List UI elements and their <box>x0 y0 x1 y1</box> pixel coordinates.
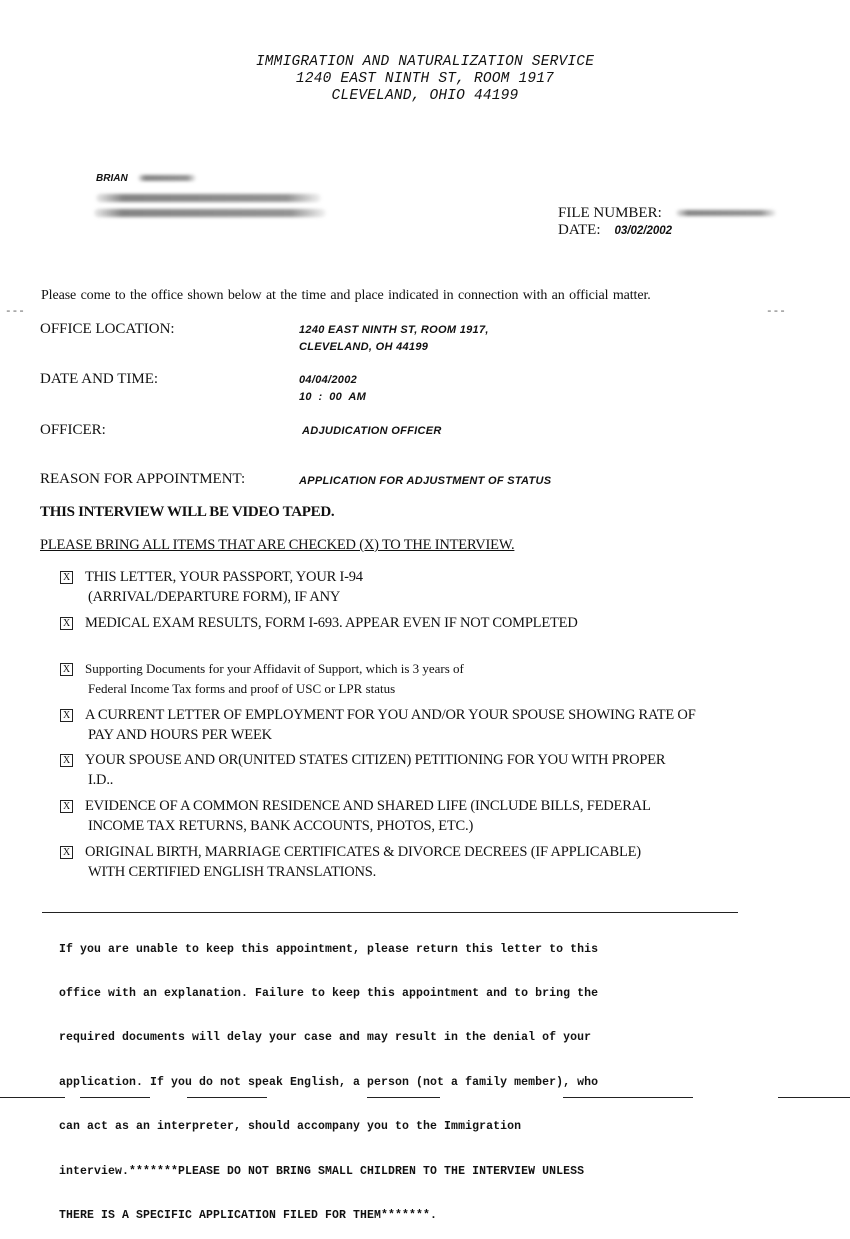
checklist-heading: PLEASE BRING ALL ITEMS THAT ARE CHECKED (X) TO THE INTERVIEW. <box>40 537 515 553</box>
checklist-item-text-cont: INCOME TAX RETURNS, BANK ACCOUNTS, PHOTOS, ETC.) <box>88 818 474 834</box>
checklist-item <box>60 567 363 607</box>
date-label: DATE: <box>558 222 601 238</box>
checklist-item-text-cont: I.D.. <box>88 772 114 788</box>
notice-line: interview.*******PLEASE DO NOT BRING SMALL CHILDREN TO THE INTERVIEW UNLESS <box>59 1164 585 1178</box>
checklist-item-text: EVIDENCE OF A COMMON RESIDENCE AND SHARED LIFE (INCLUDE BILLS, FEDERAL <box>85 798 651 814</box>
notice-line: office with an explanation. Failure to keep this appointment and to bring the <box>59 986 599 1000</box>
redacted-recipient-surname <box>138 175 196 181</box>
checklist-item-text: MEDICAL EXAM RESULTS, FORM I-693. APPEAR EVEN IF NOT COMPLETED <box>85 615 578 631</box>
reason-label: REASON FOR APPOINTMENT: <box>40 471 246 487</box>
office-location-label: OFFICE LOCATION: <box>40 321 175 337</box>
agency-address-line1: 1240 EAST NINTH ST, ROOM 1917 <box>295 71 555 87</box>
officer-value: ADJUDICATION OFFICER <box>302 425 442 437</box>
checkbox-checked: X <box>60 571 73 584</box>
appointment-time: 10 : 00 AM <box>299 391 367 403</box>
redacted-address-line2 <box>94 209 326 217</box>
checklist-item-text-cont: PAY AND HOURS PER WEEK <box>88 727 272 743</box>
footer-rule-segment <box>367 1097 440 1098</box>
redacted-address-line1 <box>96 194 321 202</box>
notice-line: required documents will delay your case and may result in the denial of your <box>59 1031 592 1045</box>
footer-rule-segment <box>0 1097 65 1098</box>
notice-line: THERE IS A SPECIFIC APPLICATION FILED FOR THEM*******. <box>59 1208 438 1222</box>
checklist-item-text: A CURRENT LETTER OF EMPLOYMENT FOR YOU AND/OR YOUR SPOUSE SHOWING RATE OF <box>85 707 696 723</box>
footer-rule-segment <box>778 1097 850 1098</box>
checkbox-checked: X <box>60 617 73 630</box>
checklist-item <box>60 750 665 790</box>
checkbox-checked: X <box>60 663 73 676</box>
footer-rule-segment <box>563 1097 693 1098</box>
checkbox-checked: X <box>60 846 73 859</box>
checklist-item <box>60 796 651 836</box>
recipient-first-name: BRIAN <box>96 173 128 184</box>
letter-date: 03/02/2002 <box>614 225 673 237</box>
checklist-item <box>60 842 641 882</box>
notice-line: can act as an interpreter, should accompany you to the Immigration <box>59 1120 522 1134</box>
intro-text: Please come to the office shown below at the time and place indicated in connection with an official matter. <box>41 288 651 303</box>
agency-name: IMMIGRATION AND NATURALIZATION SERVICE <box>255 54 595 70</box>
checklist-item-text-cont: Federal Income Tax forms and proof of USC or LPR status <box>88 681 396 696</box>
checklist-item <box>60 705 696 745</box>
margin-mark-left: --- <box>5 306 25 318</box>
notice-line: application. If you do not speak English, a person (not a family member), who <box>59 1075 599 1089</box>
checklist-item <box>60 613 578 633</box>
letterhead <box>0 54 850 105</box>
video-notice: THIS INTERVIEW WILL BE VIDEO TAPED. <box>40 504 335 520</box>
office-location-value <box>299 322 489 356</box>
office-location-line1: 1240 EAST NINTH ST, ROOM 1917, <box>299 324 489 336</box>
reason-value: APPLICATION FOR ADJUSTMENT OF STATUS <box>299 475 552 487</box>
checklist-item-text: Supporting Documents for your Affidavit of Support, which is 3 years of <box>85 661 464 676</box>
date-time-value <box>299 372 366 406</box>
checkbox-checked: X <box>60 800 73 813</box>
margin-mark-right: --- <box>766 306 786 318</box>
checkbox-checked: X <box>60 709 73 722</box>
checklist-item <box>60 659 464 699</box>
notice-text <box>59 913 598 1239</box>
checklist-item-text-cont: (ARRIVAL/DEPARTURE FORM), IF ANY <box>88 589 341 605</box>
checklist-item-text-cont: WITH CERTIFIED ENGLISH TRANSLATIONS. <box>88 864 377 880</box>
file-number-label: FILE NUMBER: <box>558 205 662 221</box>
checklist-item-text: ORIGINAL BIRTH, MARRIAGE CERTIFICATES & DIVORCE DECREES (IF APPLICABLE) <box>85 844 641 860</box>
checkbox-checked: X <box>60 754 73 767</box>
redacted-file-number <box>676 210 776 216</box>
file-info <box>558 205 672 240</box>
appointment-date: 04/04/2002 <box>299 374 358 386</box>
checklist-item-text: YOUR SPOUSE AND OR(UNITED STATES CITIZEN) PETITIONING FOR YOU WITH PROPER <box>85 752 666 768</box>
date-time-label: DATE AND TIME: <box>40 371 159 387</box>
office-location-line2: CLEVELAND, OH 44199 <box>299 341 429 353</box>
agency-address-line2: CLEVELAND, OHIO 44199 <box>331 88 519 104</box>
officer-label: OFFICER: <box>40 422 106 438</box>
checklist-item-text: THIS LETTER, YOUR PASSPORT, YOUR I-94 <box>85 569 363 585</box>
footer-rule-segment <box>187 1097 267 1098</box>
notice-line: If you are unable to keep this appointment, please return this letter to this <box>59 942 599 956</box>
footer-rule-segment <box>80 1097 150 1098</box>
